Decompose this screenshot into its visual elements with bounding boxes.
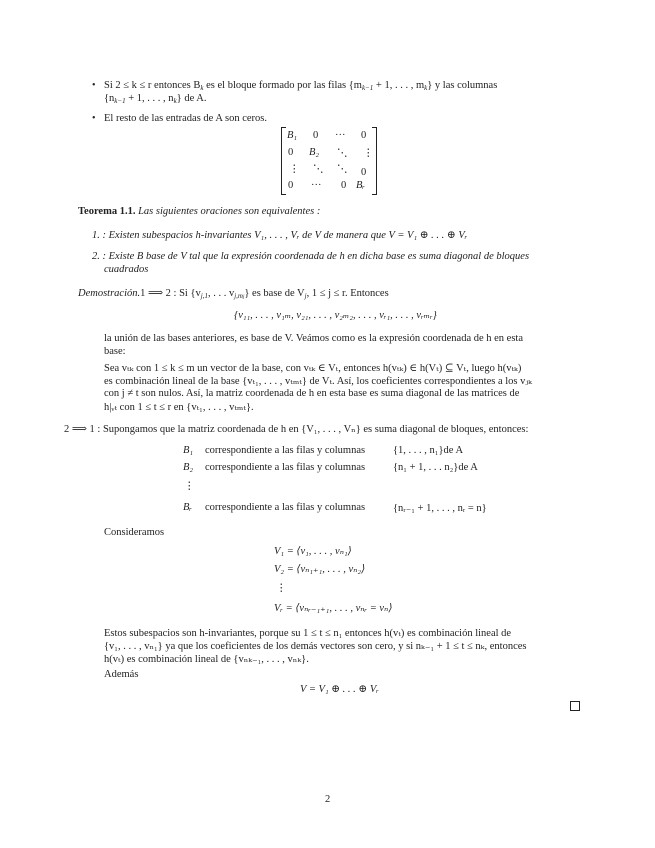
bullet-2: El resto de las entradas de A son ceros. <box>104 113 267 124</box>
proof-p3-line-1: Sea vₜₖ con 1 ≤ k ≤ m un vector de la base, con vₜₖ ∈ Vₜ, entonces h(vₜₖ) ∈ h(Vₜ) ⊆ Vₜ, luego h(vₜₖ) <box>104 363 522 374</box>
b1l2-part-c: } de A. <box>176 93 207 104</box>
proof-p3-line-3: con j ≠ t son nulos. Así, la matriz coordenada de h en esta base es suma diagonal de las matrices de <box>104 388 520 399</box>
qed-square-icon <box>570 701 580 711</box>
b1-part-c: + 1, . . . , m <box>373 80 425 91</box>
matrix-cell-4-3: 0 <box>341 180 347 191</box>
subspace-v2: V₂ = ⟨vₙ₁₊₁, . . . , vₙ₂⟩ <box>274 564 366 575</box>
theorem-item-2-line-2: cuadrados <box>104 264 149 275</box>
b1l2-part-a: {n <box>104 93 115 104</box>
matrix-cell-2-2: B₂ <box>309 147 320 158</box>
matrix-right-bracket <box>372 127 377 195</box>
proof-p1-b: , . . . v <box>207 288 235 299</box>
proof-p3-line-2: es combinación lineal de la base {vₜ₁, . . . , vₜₘₜ} de Vₜ. Así, los coeficientes correspondientes a los vⱼₖ <box>104 376 532 387</box>
proof-p5-line-1: Estos subespacios son h-invariantes, porque su 1 ≤ t ≤ n₁ entonces h(vₜ) es combinación lineal de <box>104 628 512 639</box>
subspace-v1: V₁ = ⟨v₁, . . . , vₙ₁⟩ <box>274 546 352 557</box>
proof-p3-line-4: h|ᵥₜ con 1 ≤ t ≤ r en {vₜ₁, . . . , vₜₘₜ}. <box>104 402 254 413</box>
b1-sub-c: k <box>424 84 428 92</box>
proof-p1-a: 1 ⟹ 2 : Si {v <box>140 288 201 299</box>
theorem-label: Teorema 1.1. <box>78 206 136 217</box>
bullet-1-line-2 <box>104 93 207 105</box>
proof-p1-c: } es base de V <box>244 288 305 299</box>
b1-part-d: } y las columnas <box>427 80 498 91</box>
proof-p2-line-1: la unión de las bases anteriores, es base de V. Veámos como es la expresión coordenada de h en esta <box>104 333 523 344</box>
proof-label: Demostración. <box>78 288 141 299</box>
matrix-cell-3-1: ⋮ <box>289 164 300 175</box>
b1-sub-b: k−1 <box>361 84 374 92</box>
theorem-statement: Las siguientes oraciones son equivalentes : <box>138 206 321 217</box>
page-number: 2 <box>325 794 331 805</box>
block-row-3-dots: ⋮ <box>184 481 195 492</box>
proof-p1-sub-a: j,1 <box>200 292 208 300</box>
subspace-vr: Vᵣ = ⟨vₙᵣ₋₁₊₁, . . . , vₙᵣ = vₙ⟩ <box>274 603 393 614</box>
theorem-item-1: 1. : Existen subespacios h-invariantes V₁, . . . , Vᵣ de V de manera que V = V₁ ⊕ . . . ⊕ Vᵣ <box>92 230 468 241</box>
matrix-cell-1-3: ··· <box>335 130 346 141</box>
block-row-4-desc: correspondiente a las filas y columnas <box>205 502 366 513</box>
b1-part-b: es el bloque formado por las filas {m <box>203 80 362 91</box>
basis-union-set: {v₁₁, . . . , v₁ₘ, v₂₁, . . . , v₂ₘ₂, . . . , vᵣ₁, . . . , vᵣₘᵣ} <box>234 310 437 321</box>
block-row-4-b: Bᵣ <box>183 502 192 513</box>
b1l2-sub-a: k−1 <box>114 97 126 105</box>
proof-p2-line-2: base: <box>104 346 126 357</box>
proof-p1-sub-d: j <box>304 292 307 300</box>
ademas-label: Además <box>104 669 139 680</box>
block-row-2-desc: correspondiente a las filas y columnas <box>205 462 366 473</box>
block-matrix <box>281 127 377 195</box>
matrix-cell-3-3: ⋱ <box>337 164 348 175</box>
proof-p1-d: , 1 ≤ j ≤ r. Entonces <box>306 288 389 299</box>
matrix-cell-2-1: 0 <box>288 147 294 158</box>
consider-label: Consideramos <box>104 527 165 538</box>
matrix-cell-1-4: 0 <box>361 130 367 141</box>
matrix-cell-1-1: B₁ <box>287 130 298 141</box>
proof-first-line <box>78 287 389 300</box>
block-row-1-b: B₁ <box>183 445 194 456</box>
b1l2-part-b: + 1, . . . , n <box>125 93 174 104</box>
block-row-2-b: B₂ <box>183 462 194 473</box>
b1-part-a: Si 2 ≤ k ≤ r entonces B <box>104 80 201 91</box>
matrix-cell-2-3: ⋱ <box>337 148 348 159</box>
final-equation: V = V₁ ⊕ . . . ⊕ Vᵣ <box>300 684 379 695</box>
matrix-cell-4-1: 0 <box>288 180 294 191</box>
block-row-2-range: {n₁ + 1, . . . n₂}de A <box>393 462 478 473</box>
proof-p1-sub-c: j <box>242 295 245 300</box>
proof-p5-line-3: h(vₜ) es combinación lineal de {vₙₖ₋₁, . . . , vₙₖ}. <box>104 654 309 665</box>
bullet-dot-1: • <box>92 80 96 91</box>
theorem-line <box>78 206 320 217</box>
block-row-1-range: {1, . . . , n₁}de A <box>393 445 464 456</box>
proof-p5-line-2: {v₁, . . . , vₙ₁} ya que los coeficientes de los demás vectores son cero, y si nₖ₋₁ + 1 ≤ t ≤ nₖ, entonces <box>104 641 527 652</box>
block-row-1-desc: correspondiente a las filas y columnas <box>205 445 366 456</box>
b1l2-sub-b: k <box>173 97 177 105</box>
matrix-cell-3-4: 0 <box>361 167 367 178</box>
b1-sub-a: k <box>200 84 204 92</box>
theorem-item-2-line-1: 2. : Existe B base de V tal que la expresión coordenada de h en dicha base es suma diagonal de bloques <box>92 251 530 262</box>
matrix-cell-1-2: 0 <box>313 130 319 141</box>
proof-p1-sub-b: j,m <box>234 292 243 300</box>
matrix-cell-4-2: ··· <box>311 180 322 191</box>
proof-p4: 2 ⟹ 1 : Supongamos que la matriz coordenada de h en {V₁, . . . , Vₙ} es suma diagonal de bloques, entonces: <box>64 424 529 435</box>
bullet-1-line-1 <box>104 80 497 92</box>
matrix-cell-2-4: ⋮ <box>363 148 374 159</box>
matrix-cell-4-4: Bᵣ <box>356 180 365 191</box>
block-row-4-range: {nᵣ₋₁ + 1, . . . , nᵣ = n} <box>393 503 487 514</box>
matrix-left-bracket <box>281 127 286 195</box>
matrix-cell-3-2: ⋱ <box>313 164 324 175</box>
bullet-dot-2: • <box>92 113 96 124</box>
subspace-dots: ⋮ <box>276 583 287 594</box>
